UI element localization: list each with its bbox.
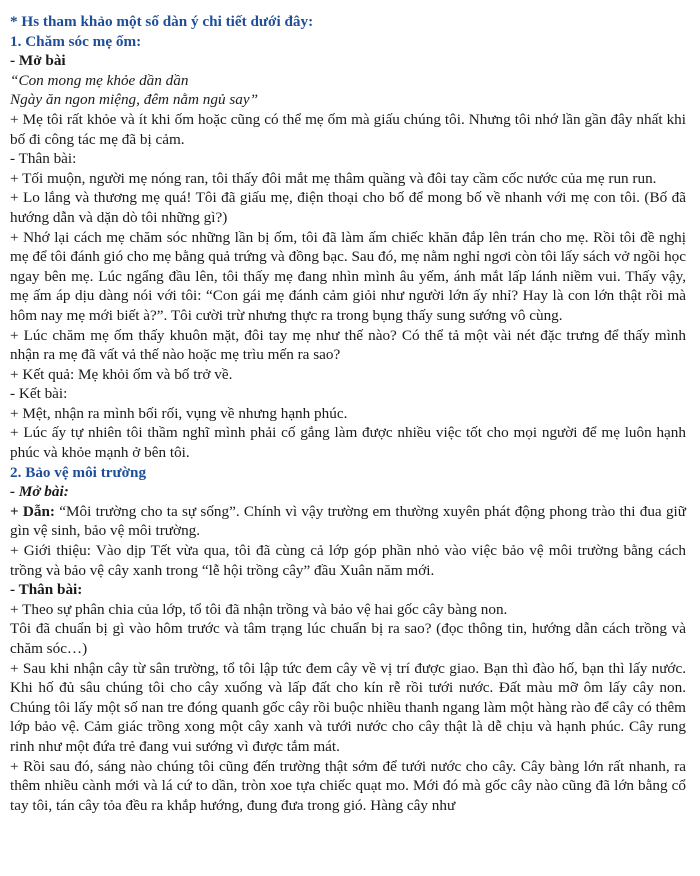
s1-mobai-label: - Mở bài xyxy=(10,52,66,70)
s2-paragraph: + Giới thiệu: Vào dịp Tết vừa qua, tôi đã cùng cả lớp góp phần nhỏ vào việc bảo vệ môi trường bằng cách trồng và bảo vệ cây xanh trong “lễ hội trồng cây” đầu Xuân năm mới. xyxy=(10,542,686,579)
s1-ketbai-label: - Kết bài: xyxy=(10,385,68,403)
poem-line-1: “Con mong mẹ khỏe dần dần xyxy=(10,71,189,89)
section-1-title: 1. Chăm sóc mẹ ốm: xyxy=(10,32,142,50)
s2-dan-paragraph xyxy=(10,502,686,541)
s2-thanbai-label: - Thân bài: xyxy=(10,581,83,599)
s1-paragraph: + Lúc ấy tự nhiên tôi thầm nghĩ mình phải cố gắng làm được nhiều việc tốt cho mọi người để mẹ luôn hạnh phúc và khỏe mạnh ở bên tôi. xyxy=(10,424,686,462)
s1-paragraph: + Tối muộn, người mẹ nóng ran, tôi thấy đôi mắt mẹ thâm quầng và đôi tay cầm cốc nước của mẹ run run. xyxy=(10,169,657,187)
s1-paragraph: + Lo lắng và thương mẹ quá! Tôi đã giấu mẹ, điện thoại cho bố để mong bố về nhanh với mẹ con tôi. (Bố đã hướng dẫn và dặn dò tôi những gì?) xyxy=(10,189,686,226)
s1-paragraph: + Nhớ lại cách mẹ chăm sóc những lần bị ốm, tôi đã làm ấm chiếc khăn đắp lên trán cho mẹ. Rồi tôi đề nghị mẹ để tôi đánh gió cho mẹ bằng quả trứng và đồng bạc. Sau đó, mẹ nằm nghỉ ngơi còn tôi lấy sách vở ngồi học ngay bên mẹ. Lúc ngẩng đầu lên, tôi thấy mẹ đang nhìn mình âu yếm, ánh mắt lấp lánh niềm vui. Thấy vậy, mẹ ấm áp dịu dàng nói với tôi: “Con gái mẹ đánh cảm giỏi như người lớn ấy nhỉ? Hay là con lớn thật rồi mà hôm nay mẹ mới biết à?”. Tôi cười trừ nhưng thực ra trong bụng thấy sung sướng vô cùng. xyxy=(10,228,686,324)
s1-paragraph: + Mệt, nhận ra mình bối rối, vụng về nhưng hạnh phúc. xyxy=(10,404,348,422)
s2-paragraph: + Theo sự phân chia của lớp, tổ tôi đã nhận trồng và bảo vệ hai gốc cây bàng non. xyxy=(10,600,508,618)
s2-paragraph: Tôi đã chuẩn bị gì vào hôm trước và tâm trạng lúc chuẩn bị ra sao? (đọc thông tin, hướng dẫn cách trồng và chăm sóc…) xyxy=(10,620,686,657)
dan-label: + Dẫn: xyxy=(10,502,55,520)
s1-thanbai-label: - Thân bài: xyxy=(10,150,77,168)
intro-heading: * Hs tham khảo một số dàn ý chi tiết dưới đây: xyxy=(10,13,314,30)
section-2-title: 2. Bảo vệ môi trường xyxy=(10,463,147,481)
s2-paragraph: + Rồi sau đó, sáng nào chúng tôi cũng đến trường thật sớm để tưới nước cho cây. Cây bàng lớn rất nhanh, ra thêm nhiều cành mới và lá cứ to dần, tròn xoe tựa chiếc quạt mo. Mới đó mà gốc cây nào cũng đã lớn bằng cổ tay tôi, tán cây tỏa đều ra khắp hướng, đung đưa trong gió. Hàng cây như xyxy=(10,757,686,814)
s2-mobai-label: - Mở bài: xyxy=(10,483,69,501)
s1-paragraph: + Kết quả: Mẹ khỏi ốm và bố trở về. xyxy=(10,365,233,383)
s1-paragraph: + Mẹ tôi rất khỏe và ít khi ốm hoặc cũng có thể mẹ ốm mà giấu chúng tôi. Nhưng tôi nhớ lần gần đây nhất khi bố đi công tác mẹ đã bị cảm. xyxy=(10,110,686,148)
s1-paragraph: + Lúc chăm mẹ ốm thấy khuôn mặt, đôi tay mẹ như thế nào? Có thể tả một vài nét đặc trưng để thấy mình nhận ra mẹ đã vất vả thế nào hoặc mẹ trìu mến ra sao? xyxy=(10,326,686,364)
dan-text: “Môi trường cho ta sự sống”. Chính vì vậy trường em thường xuyên phát động phong trào thi đua giữ gìn vệ sinh, bảo vệ môi trường. xyxy=(10,502,686,540)
poem-line-2: Ngày ăn ngon miệng, đêm nằm ngủ say” xyxy=(10,91,259,109)
s2-paragraph: + Sau khi nhận cây từ sân trường, tổ tôi lập tức đem cây về vị trí được giao. Bạn thì đào hố, bạn thì lấy nước. Khi hố đủ sâu chúng tôi cho cây xuống và lấp đất cho kín rễ rồi tưới nước. Đất màu mỡ ôm lấy cây non. Chúng tôi lấy một số nan tre đóng quanh gốc cây rồi buộc nhiều thanh ngang làm một hàng rào để cây có thêm lớp bảo vệ. Cảm giác trồng xong một cây xanh và tưới nước cho cây thật là dễ chịu và hạnh phúc. Cây rung rinh như một đứa trẻ đang vui sướng vì được tắm mát. xyxy=(10,659,686,755)
